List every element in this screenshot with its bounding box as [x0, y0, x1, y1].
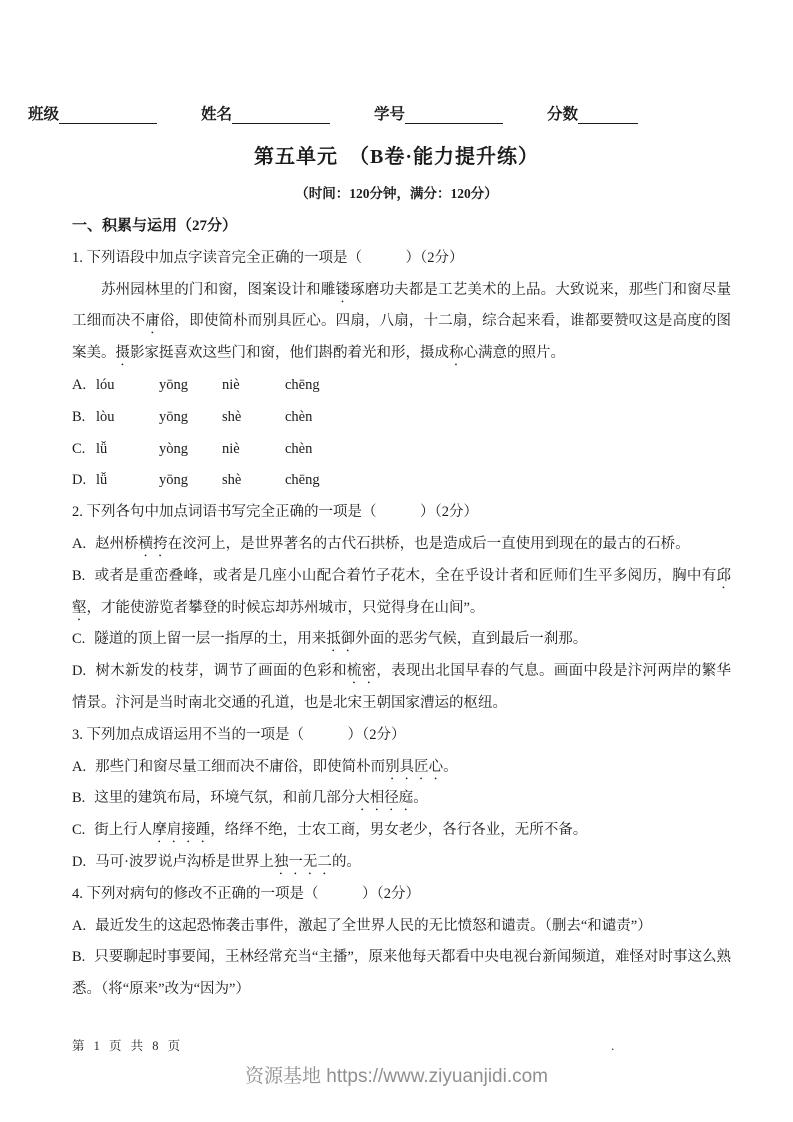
section-heading: 一、积累与运用（27分） [72, 218, 238, 234]
question-2-option-a [72, 529, 731, 561]
question-2-stem: 2. 下列各句中加点词语书写完全正确的一项是（ ）（2分） [72, 504, 478, 521]
name-field-blank [232, 106, 330, 124]
option-text: 马可·波罗说卢沟桥是世界上独一无二的。 [95, 853, 361, 870]
watermark-text: 资源基地 https://www.ziyuanjidi.com [244, 1066, 549, 1087]
pinyin-value: chēng [285, 376, 320, 393]
pinyin-value: shè [222, 472, 242, 489]
question-1-option-d [72, 465, 731, 497]
question-4-stem: 4. 下列对病句的修改不正确的一项是（ ）（2分） [72, 885, 420, 902]
question-4-option-a [72, 911, 731, 943]
option-text: 只要聊起时事要闻，王林经常充当“主播”，原来他每天都看中央电视台新闻频道，难怪对时事这么熟悉。（将“原来”改为“因为”） [72, 949, 731, 998]
option-text: 或者是重峦叠峰，或者是几座小山配合着竹子花木，全在乎设计者和匠师们生平多阅历，胸中有邱壑，才能使游览者攀登的时候忘却苏州城市，只觉得身在山间”。 [72, 567, 731, 616]
student-id-field [374, 102, 503, 124]
option-label: B. [72, 567, 86, 584]
option-label: A. [72, 917, 87, 934]
class-field [28, 102, 157, 124]
option-text: 那些门和窗尽量工细而决不庸俗，即使简朴而别具匠心。 [95, 758, 458, 775]
option-label: A. [72, 535, 87, 552]
option-label: B. [72, 790, 86, 807]
pinyin-value: chèn [285, 408, 313, 425]
question-3-option-c [72, 815, 731, 847]
option-text: 街上行人摩肩接踵，络绎不绝，士农工商，男女老少，各行各业，无所不备。 [94, 822, 588, 839]
option-label: A. [72, 376, 87, 393]
question-1-option-b [72, 402, 731, 434]
paper-time-score-note: （时间：120分钟，满分：120分） [295, 186, 498, 201]
question-3-option-d [72, 847, 731, 879]
pinyin-value: yòng [159, 440, 188, 457]
pinyin-value: shè [222, 408, 242, 425]
pinyin-value: chēng [285, 472, 320, 489]
score-field-label: 分数 [547, 106, 579, 123]
class-field-blank [59, 106, 157, 124]
option-label: C. [72, 631, 86, 648]
option-text: 最近发生的这起恐怖袭击事件，激起了全世界人民的无比愤怒和谴责。（删去“和谴责”） [95, 917, 652, 934]
pinyin-value: lòu [96, 408, 115, 425]
option-label: B. [72, 408, 86, 425]
name-field [201, 102, 330, 124]
option-label: D. [72, 663, 87, 680]
option-label: C. [72, 822, 86, 839]
pinyin-value: niè [222, 376, 240, 393]
option-text: 隧道的顶上留一层一指厚的土，用来抵御外面的恶劣气候，直到最后一刹那。 [94, 631, 588, 648]
question-1-option-a [72, 370, 731, 402]
paper-title: 第五单元 （B卷·能力提升练） [253, 146, 539, 168]
question-3-stem: 3. 下列加点成语运用不当的一项是（ ）（2分） [72, 726, 406, 743]
option-label: C. [72, 440, 86, 457]
pinyin-value: chèn [285, 440, 313, 457]
option-text: 这里的建筑布局，环境气氛，和前几部分大相径庭。 [94, 790, 428, 807]
option-label: D. [72, 853, 87, 870]
class-field-label: 班级 [28, 106, 60, 123]
score-field-blank [578, 106, 638, 124]
header-fill-in-row [0, 0, 793, 124]
question-3-option-b [72, 783, 731, 815]
pinyin-value: lǚ [96, 472, 108, 489]
pinyin-value: lǚ [96, 440, 108, 457]
question-2-option-c [72, 624, 731, 656]
question-1-option-c [72, 434, 731, 466]
question-3-option-a [72, 752, 731, 784]
question-1-passage: 苏州园林里的门和窗，图案设计和雕镂琢磨功夫都是工艺美术的上品。大致说来，那些门和窗尽量工细而决不庸俗，即使简朴而别具匠心。四扇，八扇，十二扇，综合起来看，谁都要赞叹这是高度的图案美。摄影家挺喜欢这些门和窗，他们斟酌着光和形，摄成称心满意的照片。 [72, 281, 732, 362]
student-id-field-blank [405, 106, 503, 124]
score-field [547, 102, 638, 124]
pinyin-value: lóu [96, 376, 115, 393]
name-field-label: 姓名 [201, 106, 233, 123]
question-2-option-b [72, 561, 731, 625]
stray-mark: . [611, 1038, 615, 1053]
pinyin-value: yōng [159, 408, 188, 425]
option-label: A. [72, 758, 87, 775]
option-text: 赵州桥横挎在洨河上，是世界著名的古代石拱桥，也是造成后一直使用到现在的最古的石桥。 [95, 535, 690, 552]
student-id-field-label: 学号 [374, 106, 406, 123]
pinyin-value: niè [222, 440, 240, 457]
question-1-stem: 1. 下列语段中加点字读音完全正确的一项是（ ）（2分） [72, 249, 464, 266]
option-label: D. [72, 472, 87, 489]
pinyin-value: yōng [159, 376, 188, 393]
page-number: 第 1 页 共 8 页 [72, 1039, 184, 1053]
option-text: 树木新发的枝芽，调节了画面的色彩和梳密，表现出北国早春的气息。画面中段是汴河两岸的繁华情景。汴河是当时南北交通的孔道，也是北宋王朝国家漕运的枢纽。 [72, 663, 732, 711]
question-4-option-b [72, 942, 731, 1006]
question-2-option-d [72, 656, 731, 720]
option-label: B. [72, 949, 86, 966]
pinyin-value: yōng [159, 472, 188, 489]
